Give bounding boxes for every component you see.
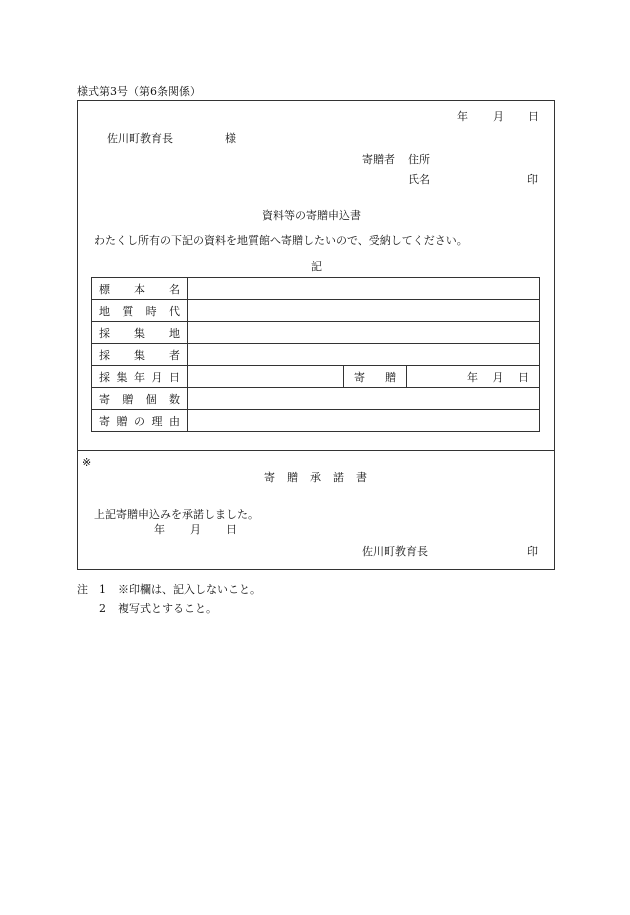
- table-row: [92, 322, 540, 344]
- table-row: [92, 300, 540, 322]
- row-label-collection-date: 採 集 年 月 日: [99, 370, 180, 384]
- note-2-text: 複写式とすること。: [118, 602, 217, 615]
- seal-mark: 印: [527, 173, 538, 186]
- detail-table: [91, 277, 540, 432]
- date-day: 日: [528, 110, 539, 123]
- donor-label: 寄贈者: [362, 153, 395, 166]
- specimen-name-field[interactable]: [188, 278, 540, 300]
- name-label: 氏名: [408, 173, 430, 186]
- note-1-number: 1: [99, 583, 106, 596]
- collection-date-field[interactable]: [188, 366, 344, 388]
- donation-label: 寄 贈: [354, 370, 396, 384]
- table-row: [92, 366, 540, 388]
- date-year: 年: [457, 110, 468, 123]
- collection-site-field[interactable]: [188, 322, 540, 344]
- office-use-mark: ※: [82, 456, 92, 469]
- collector-field[interactable]: [188, 344, 540, 366]
- row-label-collector: 採 集 者: [99, 348, 180, 362]
- acceptance-signer: 佐川町教育長: [362, 545, 428, 558]
- acceptance-month: 月: [190, 523, 201, 536]
- acceptance-title: 寄 贈 承 諾 書: [264, 471, 367, 484]
- doc-title: 資料等の寄贈申込書: [262, 209, 361, 222]
- body-text: わたくし所有の下記の資料を地質館へ寄贈したいので、受納してください。: [94, 234, 468, 247]
- note-1-text: ※印欄は、記入しないこと。: [118, 583, 261, 596]
- table-row: [92, 388, 540, 410]
- donation-day: 日: [518, 370, 529, 384]
- section-divider: [77, 450, 555, 451]
- acceptance-day: 日: [226, 523, 237, 536]
- donation-date-field[interactable]: [407, 366, 540, 388]
- donation-reason-field[interactable]: [188, 410, 540, 432]
- donation-count-field[interactable]: [188, 388, 540, 410]
- form-title: 様式第3号（第6条関係）: [77, 85, 201, 98]
- table-row: [92, 278, 540, 300]
- addressee: 佐川町教育長: [107, 132, 173, 145]
- row-label-donation-count: 寄 贈 個 数: [99, 392, 180, 406]
- row-label-specimen: 標 本 名: [99, 282, 180, 296]
- date-month: 月: [493, 110, 504, 123]
- ki-mark: 記: [311, 260, 322, 273]
- table-row: [92, 410, 540, 432]
- row-label-donation-reason: 寄 贈 の 理 由: [99, 414, 180, 428]
- acceptance-seal: 印: [527, 545, 538, 558]
- honorific: 様: [225, 132, 236, 145]
- acceptance-text: 上記寄贈申込みを承諾しました。: [94, 508, 259, 521]
- note-2-number: 2: [99, 602, 106, 615]
- notes-prefix: 注: [77, 583, 88, 596]
- row-label-collection-site: 採 集 地: [99, 326, 180, 340]
- acceptance-year: 年: [154, 523, 165, 536]
- donation-year: 年: [467, 370, 478, 384]
- table-row: [92, 344, 540, 366]
- donation-month: 月: [492, 370, 504, 384]
- address-label: 住所: [408, 153, 430, 166]
- geologic-age-field[interactable]: [188, 300, 540, 322]
- row-label-geologic-age: 地 質 時 代: [99, 304, 180, 318]
